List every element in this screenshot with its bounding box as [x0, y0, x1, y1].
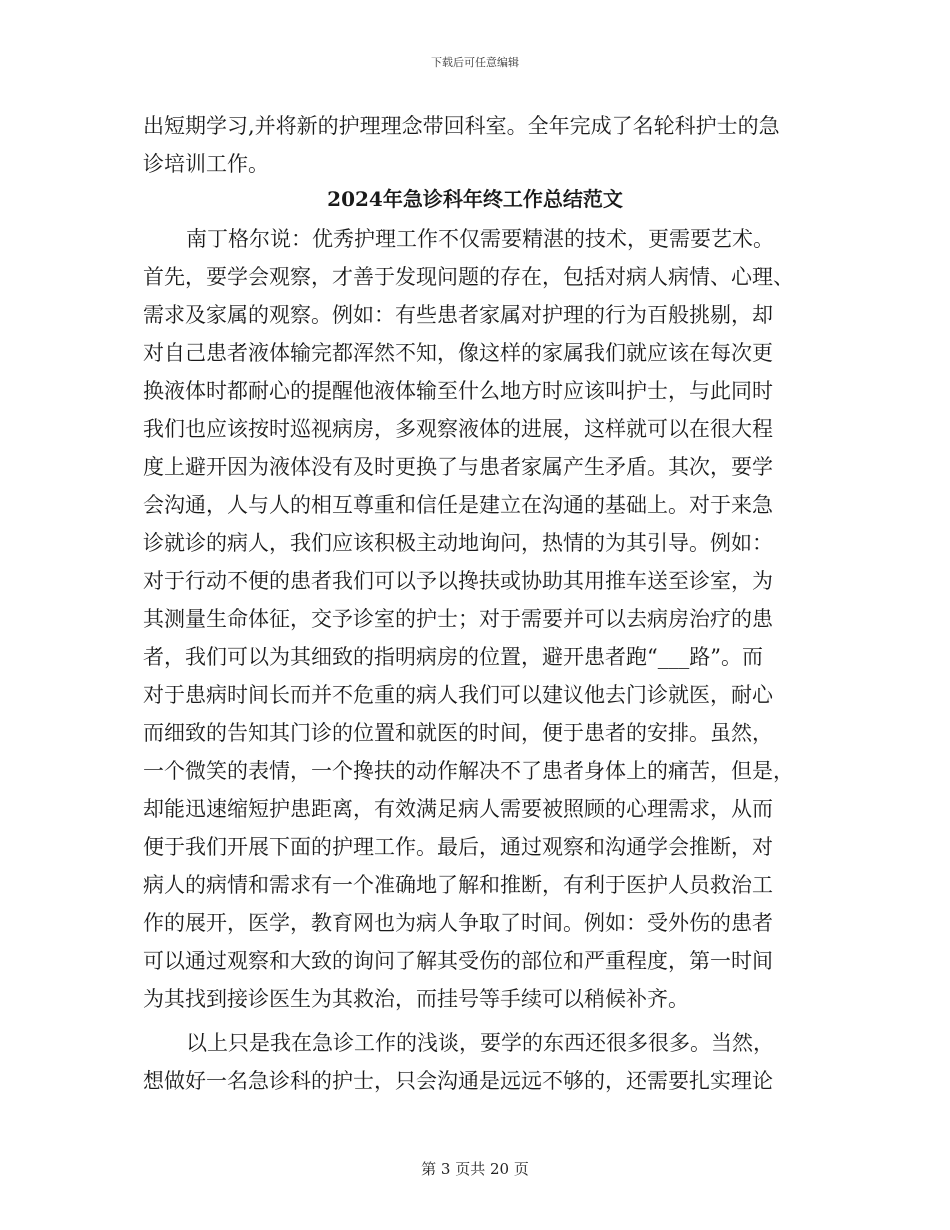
text-line: 诊就诊的病人，我们应该积极主动地询问，热情的为其引导。例如： [143, 531, 773, 555]
text-line: 换液体时都耐心的提醒他液体输至什么地方时应该叫护士，与此同时 [143, 379, 773, 403]
text-line: 对于患病时间长而并不危重的病人我们可以建议他去门诊就医，耐心 [143, 683, 773, 707]
text-line: 却能迅速缩短护患距离，有效满足病人需要被照顾的心理需求，从而 [143, 797, 773, 821]
text-line: 可以通过观察和大致的询问了解其受伤的部位和严重程度，第一时间 [143, 949, 773, 973]
text-line: 对自己患者液体输完都浑然不知，像这样的家属我们就应该在每次更 [143, 341, 773, 365]
text-line: 为其找到接诊医生为其救治，而挂号等手续可以稍候补齐。 [143, 987, 689, 1011]
text-line: 会沟通，人与人的相互尊重和信任是建立在沟通的基础上。对于来急 [143, 493, 773, 517]
text-line: 出短期学习,并将新的护理理念带回科室。全年完成了名轮科护士的急 [143, 114, 780, 138]
text-line: 诊培训工作。 [143, 152, 269, 176]
page-footer: 第 3 页共 20 页 [421, 1160, 529, 1178]
text-line: 作的展开，医学，教育网也为病人争取了时间。例如：受外伤的患者 [143, 911, 773, 935]
paragraph-first-line: 以上只是我在急诊工作的浅谈，要学的东西还很多很多。当然， [186, 1031, 774, 1055]
text-line: 度上避开因为液体没有及时更换了与患者家属产生矛盾。其次，要学 [143, 455, 773, 479]
text-line: 便于我们开展下面的护理工作。最后，通过观察和沟通学会推断，对 [143, 835, 773, 859]
document-title: 2024年急诊科年终工作总结范文 [327, 187, 623, 211]
text-line: 对于行动不便的患者我们可以予以搀扶或协助其用推车送至诊室，为 [143, 569, 773, 593]
paragraph-first-line: 南丁格尔说：优秀护理工作不仅需要精湛的技术，更需要艺术。 [186, 227, 774, 251]
text-line: 一个微笑的表情，一个搀扶的动作解决不了患者身体上的痛苦，但是， [143, 759, 794, 783]
text-line: 者，我们可以为其细致的指明病房的位置，避开患者跑“___路”。而 [143, 645, 763, 669]
text-line: 我们也应该按时巡视病房，多观察液体的进展，这样就可以在很大程 [143, 417, 773, 441]
text-line: 首先，要学会观察，才善于发现问题的存在，包括对病人病情、心理、 [143, 265, 794, 289]
text-line: 其测量生命体征，交予诊室的护士；对于需要并可以去病房治疗的患 [143, 607, 773, 631]
text-line: 需求及家属的观察。例如：有些患者家属对护理的行为百般挑剔，却 [143, 303, 773, 327]
text-line: 而细致的告知其门诊的位置和就医的时间，便于患者的安排。虽然， [143, 721, 773, 745]
text-line: 病人的病情和需求有一个准确地了解和推断，有利于医护人员救治工 [143, 873, 773, 897]
text-line: 想做好一名急诊科的护士，只会沟通是远远不够的，还需要扎实理论 [143, 1069, 773, 1093]
page-header: 下载后可任意编辑 [431, 56, 519, 69]
